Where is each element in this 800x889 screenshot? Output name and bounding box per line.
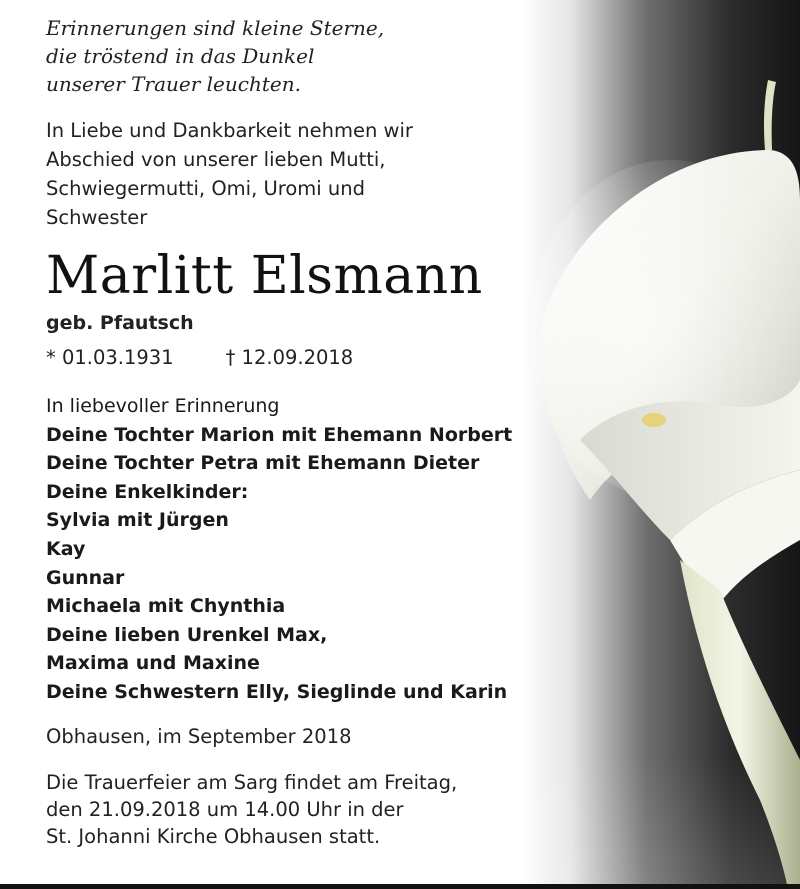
service-line: St. Johanni Kirche Obhausen statt. <box>46 824 381 848</box>
funeral-service-info <box>46 769 586 850</box>
mourner-line: Michaela mit Chynthia <box>46 595 286 618</box>
birth-date: * 01.03.1931 <box>46 346 174 369</box>
mourner-line: Deine lieben Urenkel Max, <box>46 623 328 646</box>
motto-line: Erinnerungen sind kleine Sterne, <box>46 16 385 40</box>
intro-line: In Liebe und Dankbarkeit nehmen wir <box>46 119 413 142</box>
service-line: Die Trauerfeier am Sarg findet am Freitag, <box>46 770 458 794</box>
motto-line: die tröstend in das Dunkel <box>46 44 315 68</box>
bottom-border <box>0 884 800 889</box>
mourners-list <box>46 392 586 707</box>
mourner-line: Sylvia mit Jürgen <box>46 509 229 532</box>
intro-line: Schwester <box>46 206 148 229</box>
motto-line: unserer Trauer leuchten. <box>46 72 301 96</box>
mourners-lead: In liebevoller Erinnerung <box>46 395 280 417</box>
maiden-name: geb. Pfautsch <box>46 312 194 334</box>
intro-line: Schwiegermutti, Omi, Uromi und <box>46 177 365 200</box>
intro-text <box>46 116 586 232</box>
service-line: den 21.09.2018 um 14.00 Uhr in der <box>46 797 404 821</box>
mourner-line: Deine Schwestern Elly, Sieglinde und Karin <box>46 680 508 703</box>
obituary-text <box>46 14 586 850</box>
place-date: Obhausen, im September 2018 <box>46 724 352 748</box>
motto <box>46 14 586 98</box>
mourner-line: Maxima und Maxine <box>46 652 260 675</box>
intro-line: Abschied von unserer lieben Mutti, <box>46 148 386 171</box>
mourner-line: Deine Enkelkinder: <box>46 480 249 503</box>
mourner-line: Kay <box>46 537 86 560</box>
mourner-line: Deine Tochter Petra mit Ehemann Dieter <box>46 452 480 475</box>
death-date: † 12.09.2018 <box>225 346 354 369</box>
life-dates <box>46 344 586 372</box>
deceased-name: Marlitt Elsmann <box>46 246 483 306</box>
mourner-line: Gunnar <box>46 566 125 589</box>
mourner-line: Deine Tochter Marion mit Ehemann Norbert <box>46 423 513 446</box>
